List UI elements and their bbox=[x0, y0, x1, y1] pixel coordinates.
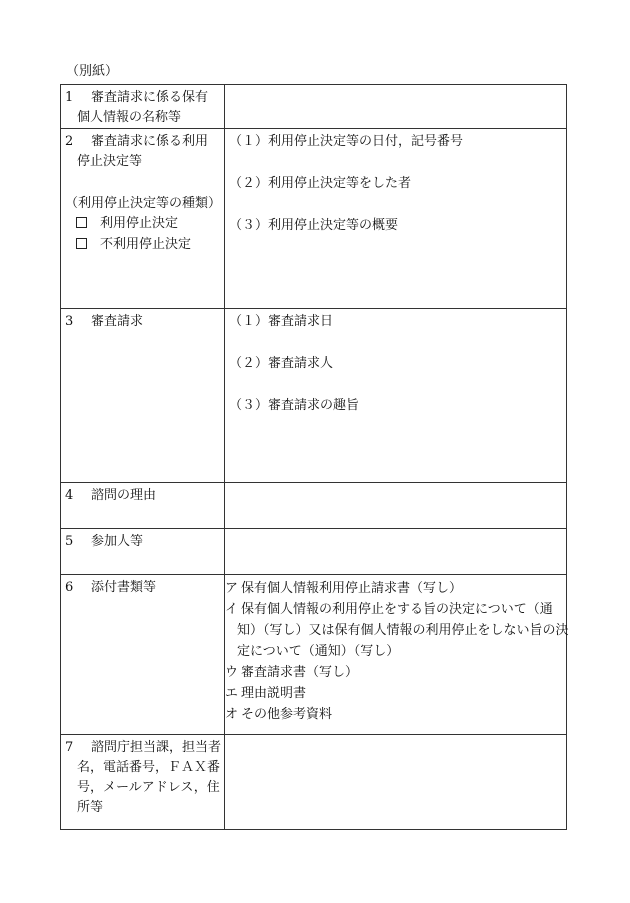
attachment-label: （別紙） bbox=[66, 64, 119, 79]
row-label-cell bbox=[61, 575, 225, 735]
attachment-item: 定について（通知）（写し） bbox=[237, 644, 400, 659]
row-label: 参加人等 bbox=[91, 534, 144, 549]
attachment-mark: エ bbox=[225, 686, 239, 701]
row-label: 諮問庁担当課，担当者 bbox=[91, 740, 222, 755]
subitem: （３）利用停止決定等の概要 bbox=[229, 218, 399, 233]
attachment-mark: ア bbox=[225, 581, 239, 596]
row-content-cell bbox=[225, 309, 567, 483]
row-label: 所等 bbox=[77, 800, 104, 815]
row-content-cell bbox=[225, 575, 567, 735]
checkbox-label: 不利用停止決定 bbox=[100, 237, 192, 252]
row-label: 添付書類等 bbox=[91, 580, 157, 595]
row-number: 7 bbox=[65, 740, 74, 755]
row-content-cell bbox=[225, 129, 567, 309]
row-label: 審査請求 bbox=[91, 314, 144, 329]
subitem: （２）審査請求人 bbox=[229, 356, 334, 371]
row-label-cell bbox=[61, 483, 225, 529]
row-label-cell bbox=[61, 85, 225, 129]
table-row bbox=[61, 309, 567, 483]
row-number: 2 bbox=[65, 134, 74, 149]
row-label-cell bbox=[61, 309, 225, 483]
attachment-item: 理由説明書 bbox=[241, 686, 307, 701]
row-label: 個人情報の名称等 bbox=[77, 110, 182, 125]
row-number: 5 bbox=[65, 534, 74, 549]
table-row bbox=[61, 735, 567, 830]
row-label-cell bbox=[61, 735, 225, 830]
row-label: 名，電話番号，ＦＡＸ番 bbox=[77, 760, 221, 775]
row-content-cell[interactable] bbox=[225, 735, 567, 830]
attachment-item: 審査請求書（写し） bbox=[241, 665, 359, 680]
row-label: 号，メールアドレス，住 bbox=[77, 780, 220, 795]
attachment-item: 保有個人情報の利用停止をする旨の決定について（通 bbox=[241, 602, 553, 617]
attachment-item: 知）（写し）又は保有個人情報の利用停止をしない旨の決 bbox=[237, 623, 569, 638]
checkbox-label: 利用停止決定 bbox=[100, 216, 179, 231]
table-row bbox=[61, 529, 567, 575]
table-row bbox=[61, 85, 567, 129]
row-content-cell[interactable] bbox=[225, 85, 567, 129]
table-row bbox=[61, 483, 567, 529]
row-label: 審査請求に係る利用 bbox=[91, 134, 209, 149]
subitem: （１）利用停止決定等の日付，記号番号 bbox=[229, 134, 464, 149]
table-row bbox=[61, 575, 567, 735]
row-label: 審査請求に係る保有 bbox=[91, 90, 209, 105]
subitem: （３）審査請求の趣旨 bbox=[229, 398, 360, 413]
attachment-item: 保有個人情報利用停止請求書（写し） bbox=[241, 581, 463, 596]
row-label-cell bbox=[61, 129, 225, 309]
row-number: 1 bbox=[65, 90, 74, 105]
attachment-item: その他参考資料 bbox=[241, 707, 333, 722]
row-label: 停止決定等 bbox=[77, 154, 143, 169]
row-label-cell bbox=[61, 529, 225, 575]
subitem: （１）審査請求日 bbox=[229, 314, 334, 329]
attachment-mark: ウ bbox=[225, 665, 239, 680]
attachment-mark: イ bbox=[225, 602, 239, 617]
row-number: 3 bbox=[65, 314, 74, 329]
decision-kind-heading: （利用停止決定等の種類） bbox=[65, 196, 222, 211]
row-number: 4 bbox=[65, 488, 74, 503]
attachment-mark: オ bbox=[225, 707, 239, 722]
checkbox-icon[interactable] bbox=[76, 217, 87, 228]
table-row bbox=[61, 129, 567, 309]
row-number: 6 bbox=[65, 580, 74, 595]
row-label: 諮問の理由 bbox=[91, 488, 157, 503]
subitem: （２）利用停止決定等をした者 bbox=[229, 176, 412, 191]
checkbox-icon[interactable] bbox=[76, 238, 87, 249]
row-content-cell[interactable] bbox=[225, 483, 567, 529]
row-content-cell[interactable] bbox=[225, 529, 567, 575]
inquiry-form-table bbox=[60, 84, 567, 830]
